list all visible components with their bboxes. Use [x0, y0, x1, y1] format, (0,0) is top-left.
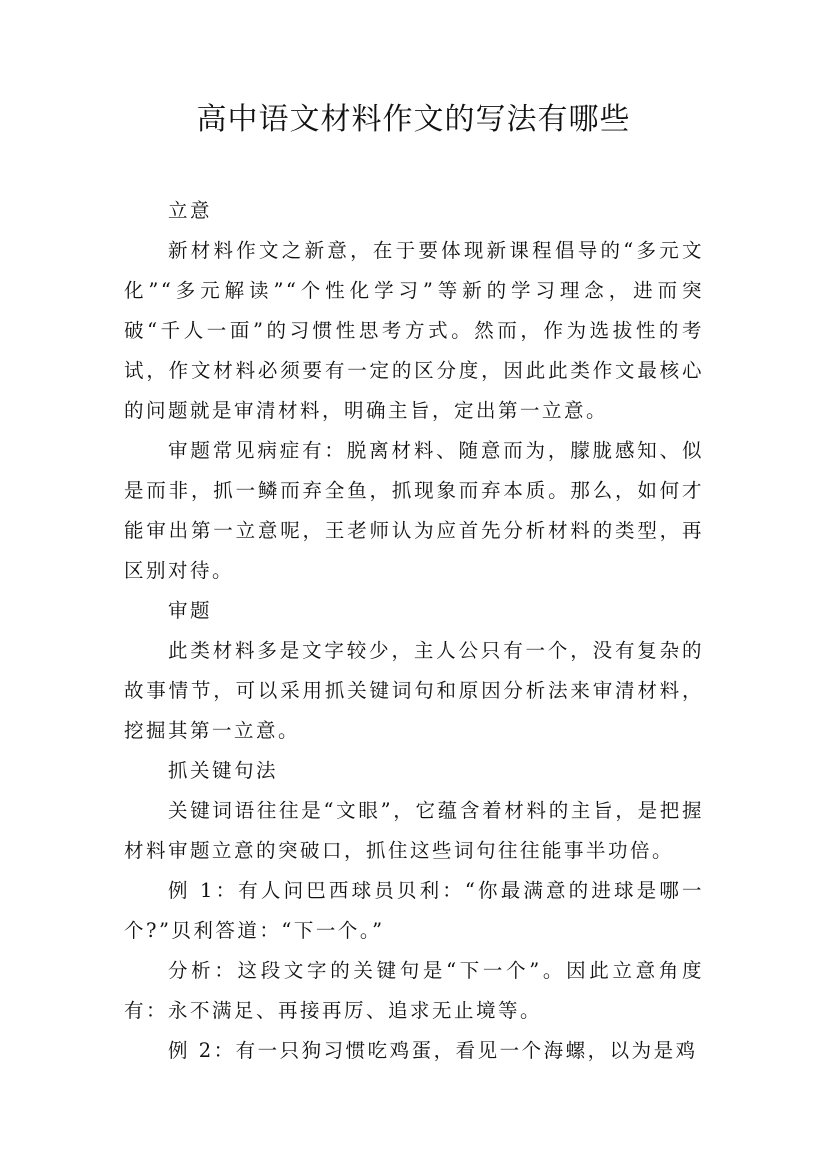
paragraph: 审题常见病症有：脱离材料、随意而为，朦胧感知、似是而非，抓一鳞而弃全鱼，抓现象而弃本质。那么，如何才能审出第一立意呢，王老师认为应首先分析材料的类型，再区别对待。 [124, 439, 704, 582]
heading-key-sentence-method: 抓关键句法 [168, 759, 279, 782]
heading-shenti: 审题 [168, 599, 213, 622]
document-body [124, 191, 704, 1071]
paragraph: 此类材料多是文字较少，主人公只有一个，没有复杂的故事情节，可以采用抓关键词句和原因分析法来审清材料，挖掘其第一立意。 [124, 639, 704, 742]
heading-liyi: 立意 [168, 199, 213, 222]
example-2: 例 2：有一只狗习惯吃鸡蛋，看见一个海螺，以为是鸡 [168, 1039, 698, 1062]
document-title: 高中语文材料作文的写法有哪些 [196, 102, 631, 137]
paragraph: 新材料作文之新意，在于要体现新课程倡导的“多元文化”“多元解读”“个性化学习”等新的学习理念，进而突破“千人一面”的习惯性思考方式。然而，作为选拔性的考试，作文材料必须要有一定的区分度，因此此类作文最核心的问题就是审清材料，明确主旨，定出第一立意。 [124, 239, 704, 422]
analysis: 分析：这段文字的关键句是“下一个”。因此立意角度有：永不满足、再接再厉、追求无止境等。 [124, 959, 704, 1022]
example-1: 例 1：有人问巴西球员贝利：“你最满意的进球是哪一个?”贝利答道：“下一个。” [124, 879, 704, 942]
paragraph: 关键词语往往是“文眼”，它蕴含着材料的主旨，是把握材料审题立意的突破口，抓住这些词句往往能事半功倍。 [124, 799, 704, 862]
